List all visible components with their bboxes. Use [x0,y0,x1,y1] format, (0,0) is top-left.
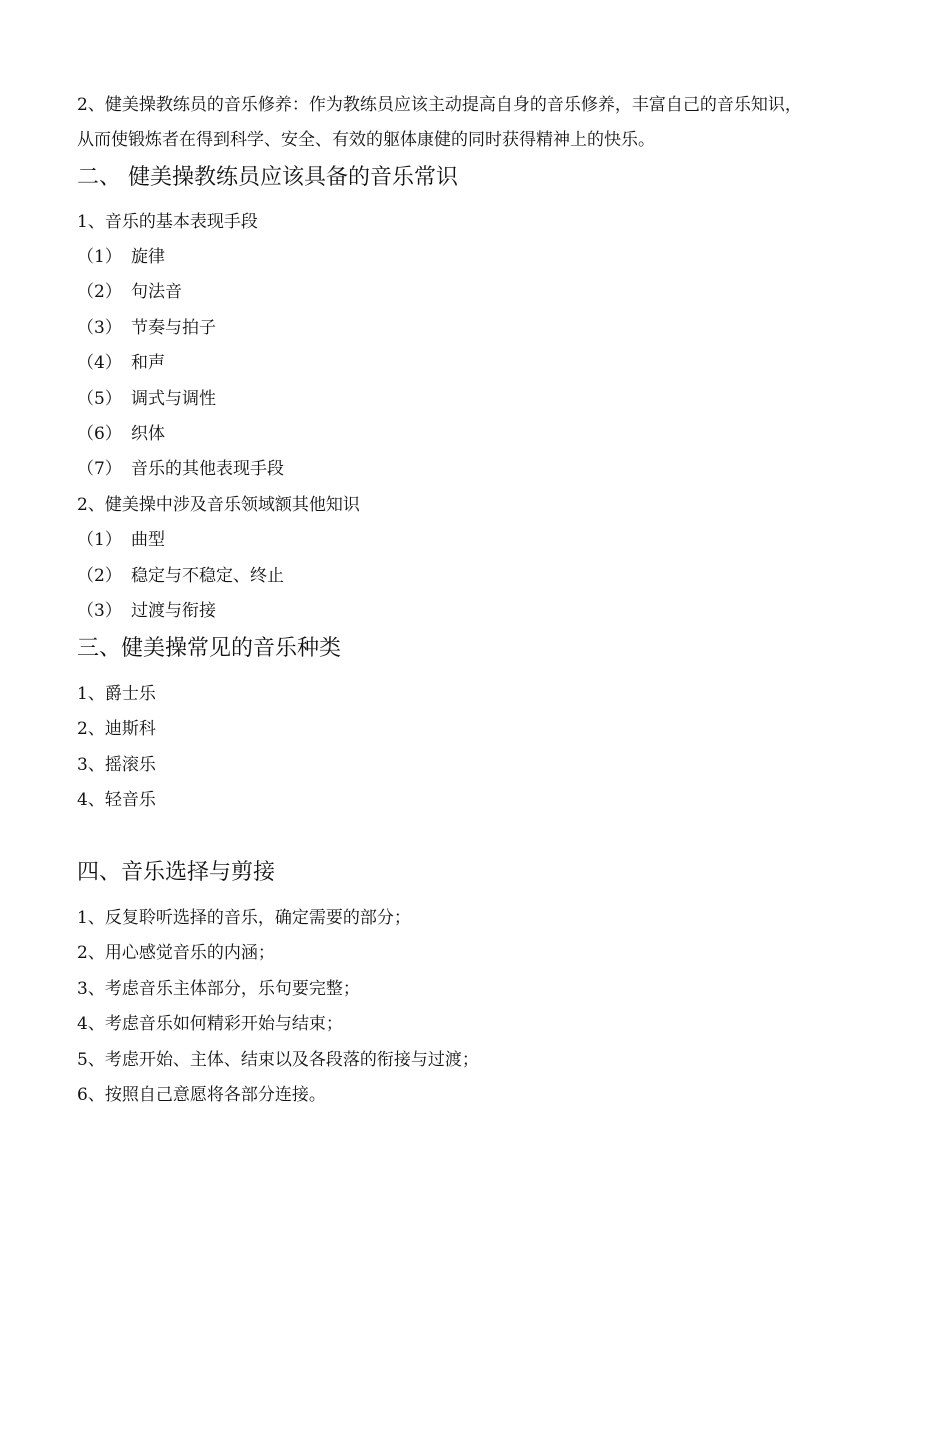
section-4-heading: 四、音乐选择与剪接 [77,860,276,885]
sub-item-number: （2） [77,566,122,586]
list-item: 2、用心感觉音乐的内涵； [77,943,275,963]
sub-item-number: （7） [77,459,122,479]
sub-item-text: 音乐的其他表现手段 [131,459,284,479]
intro-paragraph [77,88,877,158]
sub-item-text: 和声 [131,353,165,373]
section-2-heading: 二、 健美操教练员应该具备的音乐常识 [77,165,458,190]
section-2-item-1: 1、音乐的基本表现手段 [77,212,258,232]
sub-item-text: 织体 [131,424,165,444]
intro-line-2: 从而使锻炼者在得到科学、安全、有效的躯体康健的同时获得精神上的快乐。 [77,130,655,150]
sub-item-text: 过渡与衔接 [131,601,216,621]
sub-item [77,457,284,481]
intro-line-1: 2、健美操教练员的音乐修养：作为教练员应该主动提高自身的音乐修养，丰富自己的音乐知识， [77,95,802,115]
sub-item-number: （2） [77,282,122,302]
list-item: 4、轻音乐 [77,790,156,810]
sub-item [77,316,216,340]
list-item: 1、反复聆听选择的音乐，确定需要的部分； [77,908,411,928]
sub-item [77,387,216,411]
list-item: 3、考虑音乐主体部分，乐句要完整； [77,979,360,999]
sub-item [77,351,165,375]
section-2-item-2: 2、健美操中涉及音乐领域额其他知识 [77,495,360,515]
section-3-heading: 三、健美操常见的音乐种类 [77,636,342,661]
sub-item [77,528,165,552]
sub-item-number: （6） [77,424,122,444]
sub-item-text: 曲型 [131,530,165,550]
sub-item-text: 句法音 [131,282,182,302]
sub-item [77,599,216,623]
sub-item-text: 调式与调性 [131,389,216,409]
sub-item [77,422,165,446]
list-item: 1、爵士乐 [77,684,156,704]
list-item: 2、迪斯科 [77,719,156,739]
sub-item [77,564,284,588]
sub-item-text: 稳定与不稳定、终止 [131,566,284,586]
sub-item-number: （3） [77,318,122,338]
sub-item [77,280,182,304]
sub-item-number: （5） [77,389,122,409]
sub-item-number: （1） [77,530,122,550]
list-item: 5、考虑开始、主体、结束以及各段落的衔接与过渡； [77,1050,479,1070]
sub-item-number: （3） [77,601,122,621]
sub-item-text: 节奏与拍子 [131,318,216,338]
list-item: 3、摇滚乐 [77,755,156,775]
sub-item-text: 旋律 [131,247,165,267]
sub-item-number: （4） [77,353,122,373]
list-item: 4、考虑音乐如何精彩开始与结束； [77,1014,343,1034]
sub-item [77,245,165,269]
list-item: 6、按照自己意愿将各部分连接。 [77,1085,326,1105]
sub-item-number: （1） [77,247,122,267]
